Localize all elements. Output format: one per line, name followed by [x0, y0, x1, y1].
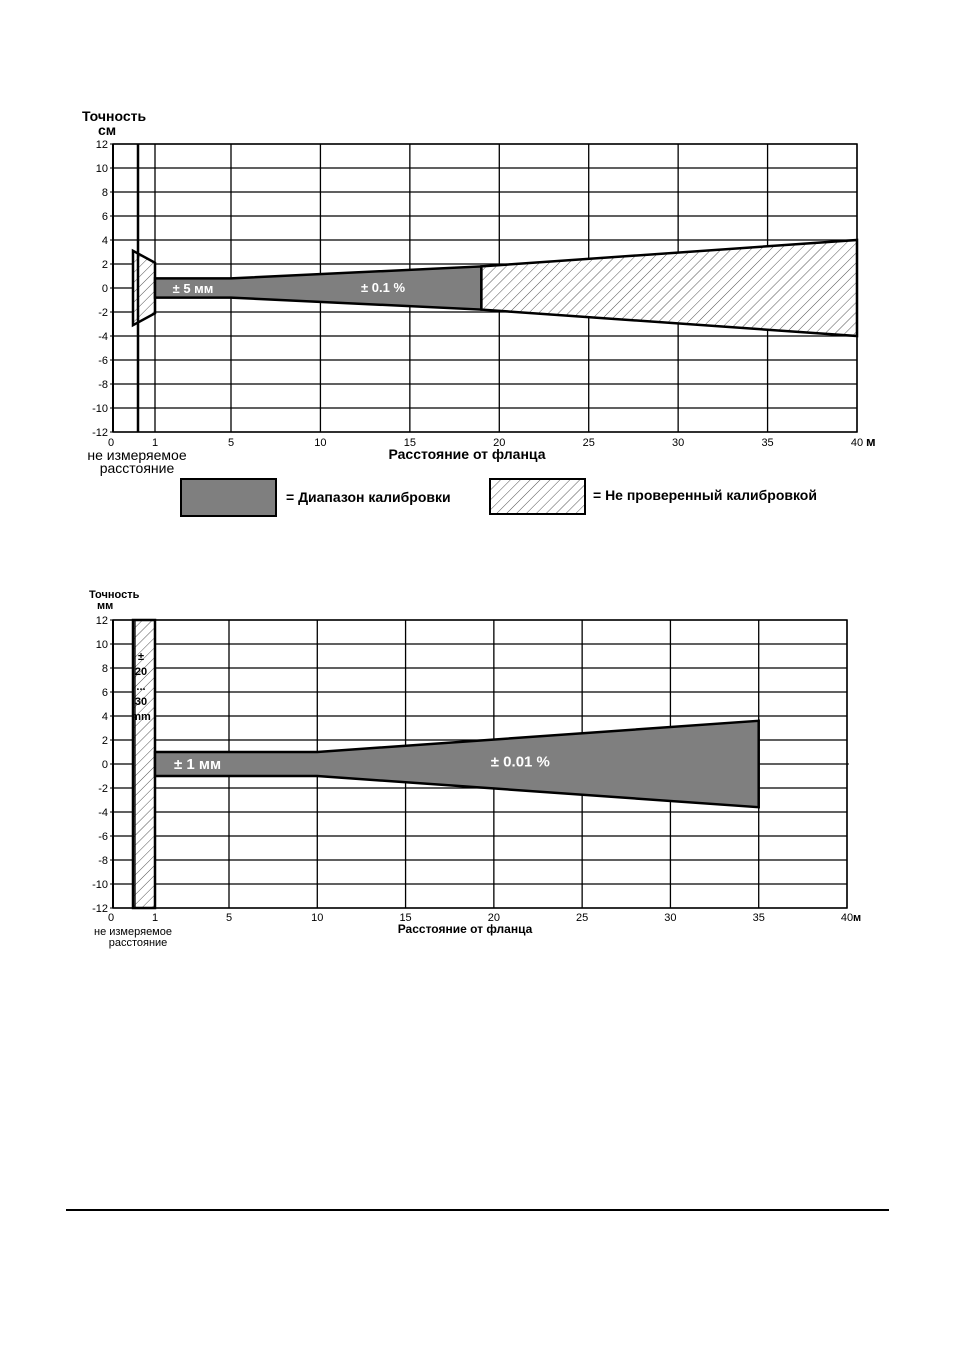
- y-tick-label: -4: [98, 331, 108, 343]
- x-tick-label: 35: [752, 912, 765, 924]
- y-tick-label: -12: [92, 427, 108, 439]
- y-tick-label: -10: [92, 879, 108, 891]
- x-axis-unit: м: [853, 912, 862, 924]
- zone-label-line: ...: [136, 681, 146, 693]
- x-tick-label: 25: [582, 437, 595, 449]
- footer-rule: [66, 1209, 889, 1211]
- y-tick-label: -4: [98, 807, 108, 819]
- y-tick-label: 10: [95, 639, 108, 651]
- x-tick-label: 30: [664, 912, 677, 924]
- zone-label-line: 30: [134, 696, 148, 708]
- y-tick-label: -6: [98, 831, 108, 843]
- legend-label-hatch: = Не проверенный калибровкой: [593, 487, 817, 503]
- unmeasured-label-line: расстояние: [108, 937, 168, 949]
- x-tick-label: 1: [151, 912, 159, 924]
- x-tick-label: 5: [227, 437, 235, 449]
- x-tick-label: 25: [576, 912, 589, 924]
- x-axis-title: Расстояние от фланца: [388, 446, 546, 462]
- zone-label-line: mm: [131, 711, 151, 723]
- y-axis-title: Точность: [82, 108, 147, 124]
- y-tick-label: 4: [101, 711, 108, 723]
- y-tick-label: 8: [101, 663, 108, 675]
- y-tick-label: 8: [101, 187, 108, 199]
- y-tick-label: 4: [101, 235, 108, 247]
- zone-label-line: 20: [134, 666, 148, 678]
- band-annotation: ± 1 мм: [173, 756, 222, 773]
- unmeasured-label-line: не измеряемое: [94, 926, 172, 938]
- y-tick-label: -2: [98, 307, 108, 319]
- y-tick-label: -12: [92, 903, 108, 915]
- x-tick-label: 0: [107, 437, 115, 449]
- x-tick-label: 20: [493, 437, 506, 449]
- band-annotation: ± 0.1 %: [361, 279, 406, 295]
- y-axis-unit: см: [98, 122, 117, 138]
- y-tick-label: 6: [101, 687, 108, 699]
- y-tick-label: 12: [95, 139, 108, 151]
- legend-label-solid: = Диапазон калибровки: [286, 489, 451, 505]
- y-tick-label: 6: [101, 211, 108, 223]
- x-tick-label: 40: [840, 912, 854, 924]
- y-tick-label: -6: [98, 355, 108, 367]
- x-tick-label: 10: [311, 912, 324, 924]
- unmeasured-label-line: расстояние: [99, 460, 175, 476]
- x-axis-unit: м: [866, 434, 876, 449]
- x-tick-label: 10: [314, 437, 327, 449]
- x-tick-label: 15: [399, 912, 412, 924]
- y-tick-label: 10: [95, 163, 108, 175]
- band-annotation: ± 0.01 %: [490, 753, 550, 771]
- chart-bottom-mm: [89, 589, 861, 949]
- x-tick-label: 20: [487, 912, 500, 924]
- y-axis-unit: мм: [97, 600, 114, 612]
- legend-swatch-solid: [181, 479, 276, 516]
- x-tick-label: 35: [761, 437, 774, 449]
- x-tick-label: 40: [850, 437, 864, 449]
- zone-label-line: ±: [137, 651, 145, 663]
- y-tick-label: -8: [98, 379, 108, 391]
- y-tick-label: 12: [95, 615, 108, 627]
- x-tick-label: 15: [403, 437, 416, 449]
- y-tick-label: -8: [98, 855, 108, 867]
- x-tick-label: 30: [672, 437, 685, 449]
- y-axis-title: Точность: [89, 589, 140, 601]
- y-tick-label: 2: [101, 735, 108, 747]
- y-tick-label: -2: [98, 783, 108, 795]
- unmeasured-label-line: не измеряемое: [87, 447, 187, 463]
- y-tick-label: 0: [101, 759, 108, 771]
- hatched-band-0: [133, 251, 155, 325]
- x-axis-title: Расстояние от фланца: [397, 922, 533, 936]
- y-tick-label: 2: [101, 259, 108, 271]
- hatched-band-0: [133, 620, 155, 908]
- x-tick-label: 5: [225, 912, 233, 924]
- legend-swatch-hatch: [490, 479, 585, 514]
- chart-top-cm: [82, 108, 876, 516]
- x-tick-label: 1: [151, 437, 159, 449]
- y-tick-label: -10: [92, 403, 108, 415]
- y-tick-label: 0: [101, 283, 108, 295]
- x-tick-label: 0: [107, 912, 115, 924]
- band-annotation: ± 5 мм: [172, 281, 214, 296]
